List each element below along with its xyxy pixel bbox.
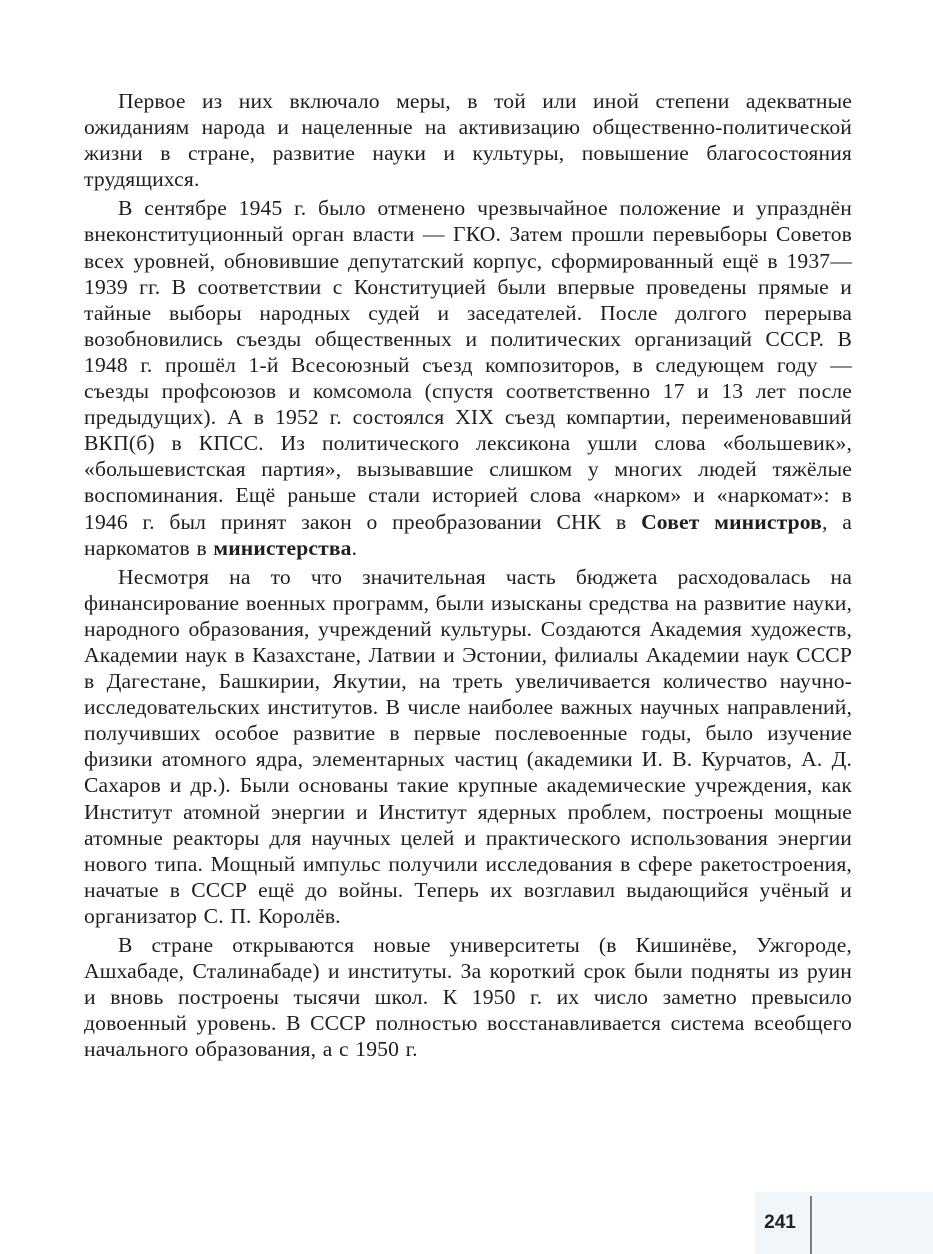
- paragraph-3: [84, 564, 852, 929]
- term-sovet-ministrov: Совет министров: [641, 509, 822, 534]
- paragraph-text: В стране открываются новые университеты (в Кишинёве, Ужгороде, Ашхабаде, Сталинабаде) и институты. За короткий срок были подняты из руин и вновь построены тысячи школ. К 1950 г. их число заметно превысило довоенный уровень. В СССР полностью восстанавливается система всеобщего начального образования, а с 1950 г.: [84, 933, 852, 1062]
- paragraph-text: В сентябре 1945 г. было отменено чрезвычайное положение и упразднён внеконституционный орган власти — ГКО. Затем прошли перевыборы Советов всех уровней, обновившие депутатский корпус, сформированный ещё в 1937—1939 гг. В соответствии с Конституцией были впервые проведены прямые и тайные выборы народных судей и заседателей. После долгого перерыва возобновились съезды общественных и политических организаций СССР. В 1948 г. прошёл 1-й Всесоюзный съезд композиторов, в следующем году — съезды профсоюзов и комсомола (спустя соответственно 17 и 13 лет после предыдущих). А в 1952 г. состоялся XIX съезд компартии, переименовавший ВКП(б) в КПСС. Из политического лексикона ушли слова «большевик», «большевистская партия», вызывавшие слишком у многих людей тяжёлые воспоминания. Ещё раньше стали историей слова «нарком» и «наркомат»: в 1946 г. был принят закон о преобразовании СНК в: [84, 196, 852, 534]
- paragraph-text: .: [351, 535, 358, 560]
- paragraph-2: [84, 195, 852, 560]
- page-number: 241: [764, 1212, 796, 1233]
- paragraph-text: Первое из них включало меры, в той или иной степени адекватные ожиданиям народа и нацеленные на активизацию общественно-политической жизни в стране, развитие науки и культуры, повышение благосостояния трудящихся.: [84, 89, 852, 192]
- paragraph-text: , а наркоматов в: [84, 509, 852, 560]
- page-margin-rule: [810, 1196, 812, 1254]
- paragraph-1: [84, 88, 852, 192]
- paragraph-text: Несмотря на то что значительная часть бюджета расходовалась на финансирование военных программ, были изысканы средства на развитие науки, народного образования, учреждений культуры. Создаются Академия художеств, Академии наук в Казахстане, Латвии и Эстонии, филиалы Академии наук СССР в Дагестане, Башкирии, Якутии, на треть увеличивается количество научно-исследовательских институтов. В числе наиболее важных научных направлений, получивших особое развитие в первые послевоенные годы, было изучение физики атомного ядра, элементарных частиц (академики И. В. Курчатов, А. Д. Сахаров и др.). Были основаны такие крупные академические учреждения, как Институт атомной энергии и Институт ядерных проблем, построены мощные атомные реакторы для научных целей и практического использования энергии нового типа. Мощный импульс получили исследования в сфере ракетостроения, начатые в СССР ещё до войны. Теперь их возглавил выдающийся учёный и организатор С. П. Королёв.: [84, 564, 852, 928]
- term-ministerstva: министерства: [213, 535, 352, 560]
- paragraph-4: [84, 932, 852, 1062]
- body-text: [84, 88, 852, 1062]
